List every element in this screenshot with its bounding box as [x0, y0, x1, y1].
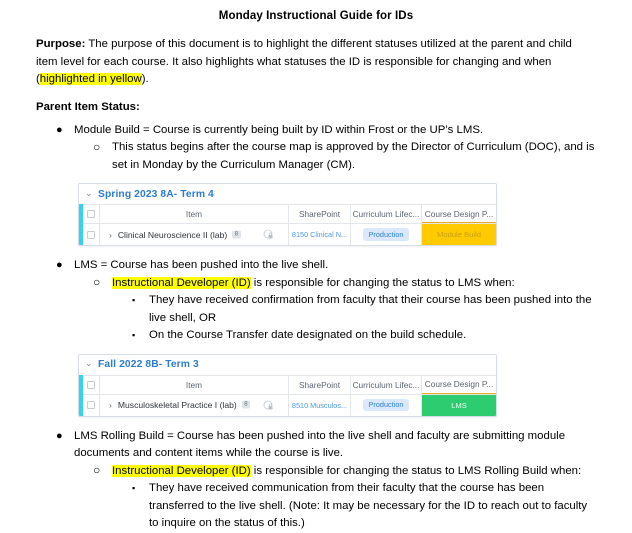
- board-body: [79, 375, 496, 416]
- board-grid: [83, 375, 496, 416]
- cell-item[interactable]: [100, 395, 289, 416]
- list-item-lms-rolling-build-sub-1: [112, 480, 596, 533]
- sub-list-lms: [74, 275, 596, 345]
- checkbox-icon[interactable]: [87, 210, 95, 218]
- purpose-text-2: ).: [141, 73, 149, 85]
- bullet-disc-icon: ●: [56, 259, 63, 271]
- bullet-list-lms-rolling-build: [36, 428, 596, 533]
- bullet-list-lms: [36, 257, 596, 345]
- purpose-paragraph: [36, 36, 596, 89]
- board-grid: [83, 204, 496, 245]
- cell-sharepoint[interactable]: [289, 224, 351, 245]
- bullet-square-icon: ▪: [132, 295, 136, 305]
- column-header-item[interactable]: Item: [100, 376, 289, 394]
- item-inner: [100, 400, 288, 411]
- lms-sub-rest: is responsible for changing the status to LMS when:: [250, 276, 515, 289]
- sub-sub-list-lms: [112, 292, 596, 345]
- table-row[interactable]: [83, 394, 496, 416]
- column-header-curriculum-lifecycle[interactable]: Curriculum Lifec...: [351, 376, 422, 394]
- chevron-right-icon[interactable]: ›: [109, 229, 112, 240]
- parent-item-status-heading: Parent Item Status:: [36, 100, 140, 113]
- board-group-title: Spring 2023 8A- Term 4: [98, 188, 214, 200]
- checkbox-icon[interactable]: [87, 381, 95, 389]
- cell-curriculum-lifecycle[interactable]: [351, 224, 422, 245]
- chevron-down-icon[interactable]: ⌄: [85, 358, 93, 368]
- list-item-lms-rolling-build: [36, 428, 596, 533]
- bullet-disc-icon: ●: [56, 123, 63, 136]
- lms-rolling-build-text: LMS Rolling Build = Course has been pushed into the live shell and faculty are submitting module documents and content items while the course is live.: [74, 429, 566, 459]
- sub-sub-list-lms-rolling-build: [112, 480, 596, 533]
- sub-list-lms-rolling-build: [74, 463, 596, 533]
- sub-list-module-build: [74, 139, 596, 174]
- board-group-header[interactable]: [79, 355, 496, 375]
- item-name: Musculoskeletal Practice I (lab): [117, 400, 237, 410]
- lock-icon[interactable]: [263, 400, 274, 411]
- purpose-highlight: highlighted in yellow: [39, 73, 142, 85]
- bullet-circle-icon: ○: [93, 139, 101, 154]
- column-header-course-design-phase[interactable]: Course Design P...: [422, 376, 496, 394]
- bullet-list-module-build: [36, 122, 596, 175]
- column-header-course-design-phase[interactable]: Course Design P...: [422, 205, 496, 223]
- status-badge[interactable]: LMS: [422, 395, 496, 416]
- column-header-sharepoint[interactable]: SharePoint: [289, 376, 351, 394]
- row-select-cell[interactable]: [83, 224, 100, 245]
- sharepoint-link[interactable]: 8510 Musculos...: [291, 400, 348, 410]
- list-item-lms-sub-1: [112, 292, 596, 327]
- monday-board-spring-2023[interactable]: [78, 183, 497, 246]
- module-build-text: Module Build = Course is currently being built by ID within Frost or the UP’s LMS.: [74, 123, 484, 136]
- lock-icon[interactable]: [263, 229, 274, 240]
- column-header-item[interactable]: Item: [100, 205, 289, 223]
- column-header-sharepoint[interactable]: SharePoint: [289, 205, 351, 223]
- chevron-down-icon[interactable]: ⌄: [85, 187, 93, 198]
- table-header-row: [83, 204, 496, 223]
- subitem-count-badge: 8: [232, 230, 240, 238]
- checkbox-icon[interactable]: [87, 401, 95, 409]
- status-badge[interactable]: Module Build: [422, 224, 496, 245]
- curriculum-lifecycle-badge[interactable]: Production: [363, 228, 410, 240]
- board-body: [79, 204, 496, 245]
- bullet-circle-icon: ○: [93, 275, 101, 289]
- purpose-label: Purpose:: [36, 38, 86, 50]
- purpose-text-1: The purpose of this document is to highlight the different statuses utilized at the parent and child item level for each course. It also highlights what statuses the ID is responsible for changing and when (: [36, 38, 572, 85]
- column-header-curriculum-lifecycle[interactable]: Curriculum Lifec...: [351, 205, 422, 223]
- module-build-sub-text: This status begins after the course map is approved by the Director of Curriculum (DOC), and is set in Monday by the Curriculum Manager (CM).: [112, 141, 595, 171]
- item-name: Clinical Neuroscience II (lab): [117, 229, 228, 240]
- subitem-count-badge: 8: [242, 401, 250, 409]
- lms-text: LMS = Course has been pushed into the live shell.: [74, 259, 329, 271]
- cell-course-design-phase[interactable]: [422, 395, 496, 416]
- cell-course-design-phase[interactable]: [422, 224, 496, 245]
- row-select-cell[interactable]: [83, 395, 100, 416]
- lms-sub-item-2: On the Course Transfer date designated on the build schedule.: [149, 329, 467, 341]
- list-item-lms-rolling-build-sub: [74, 463, 596, 533]
- lms-rolling-build-sub-item-1: They have received communication from their faculty that the course has been transferred to the live shell. (Note: It may be necessary for the ID to reach out to faculty to inquire on the status of this.): [149, 482, 588, 529]
- bullet-disc-icon: ●: [56, 429, 63, 442]
- lms-sub-item-1: They have received confirmation from faculty that their course has been pushed into the live shell, OR: [149, 294, 592, 324]
- list-item-module-build: [36, 122, 596, 175]
- sharepoint-link[interactable]: 8150 Clinical N...: [291, 230, 348, 239]
- chevron-right-icon[interactable]: ›: [109, 400, 112, 410]
- list-item-lms-sub: [74, 275, 596, 345]
- item-inner: [100, 229, 288, 240]
- bullet-square-icon: ▪: [132, 483, 136, 493]
- curriculum-lifecycle-badge[interactable]: Production: [363, 399, 410, 411]
- list-item-lms: [36, 257, 596, 345]
- page-title: Monday Instructional Guide for IDs: [218, 10, 414, 22]
- table-row[interactable]: [83, 223, 496, 245]
- cell-item[interactable]: [100, 224, 289, 245]
- select-all-cell[interactable]: [83, 376, 100, 394]
- bullet-circle-icon: ○: [93, 463, 101, 477]
- list-item-module-build-sub: [74, 139, 596, 174]
- list-item-lms-sub-2: [112, 327, 596, 345]
- checkbox-icon[interactable]: [87, 231, 95, 239]
- monday-board-fall-2022[interactable]: [78, 354, 497, 417]
- table-header-row: [83, 375, 496, 394]
- lms-rolling-build-sub-highlight: Instructional Developer (ID): [112, 464, 251, 477]
- cell-curriculum-lifecycle[interactable]: [351, 395, 422, 416]
- cell-sharepoint[interactable]: [289, 395, 351, 416]
- board-group-header[interactable]: [79, 184, 496, 204]
- lms-rolling-build-sub-rest: is responsible for changing the status to LMS Rolling Build when:: [250, 464, 582, 477]
- lms-sub-highlight: Instructional Developer (ID): [112, 276, 251, 289]
- select-all-cell[interactable]: [83, 205, 100, 223]
- board-group-title: Fall 2022 8B- Term 3: [98, 359, 199, 370]
- bullet-square-icon: ▪: [132, 330, 136, 340]
